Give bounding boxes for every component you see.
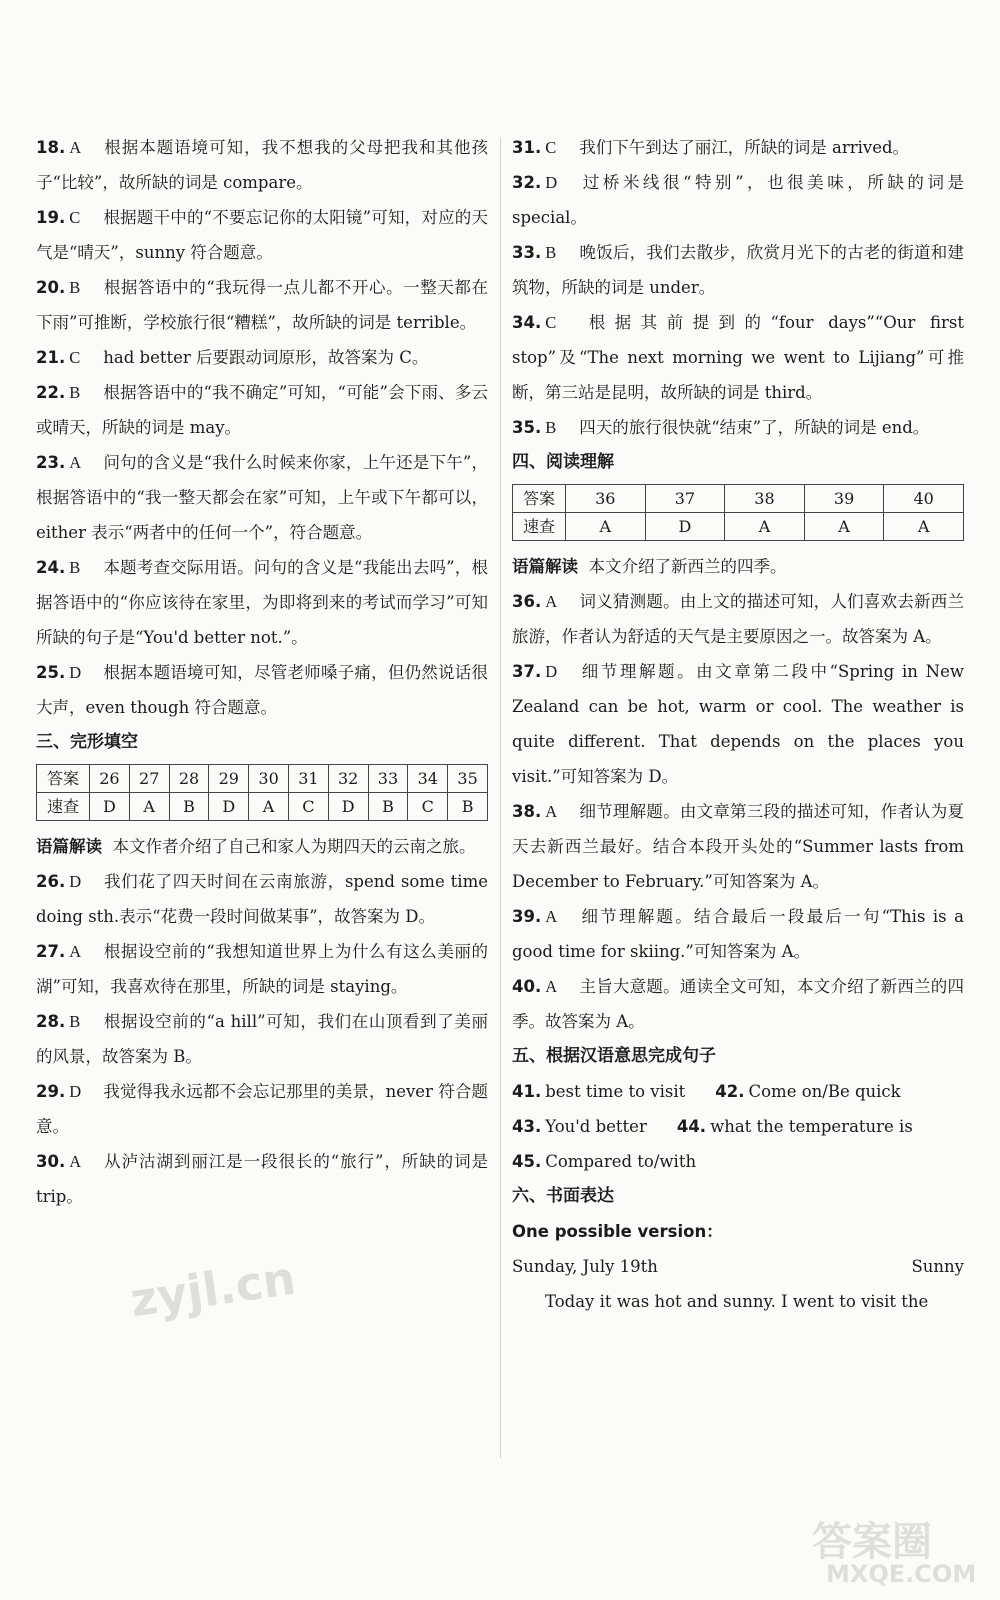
section-title-reading: 四、阅读理解 bbox=[512, 452, 614, 472]
section-title-cloze: 三、完形填空 bbox=[36, 732, 138, 752]
table-cell: B bbox=[448, 793, 488, 821]
table-cell: 40 bbox=[884, 485, 964, 513]
fill-row-1: 41. best time to visit 42. Come on/Be quick bbox=[512, 1082, 901, 1101]
table-cell: A bbox=[566, 513, 646, 541]
answer-item-30: 30. A 从泸沽湖到丽江是一段很长的“旅行”，所缺的词是 trip。 bbox=[36, 1152, 488, 1206]
table-cell: 33 bbox=[368, 765, 408, 793]
table-cell: A bbox=[725, 513, 805, 541]
answer-item-21: 21. C had better 后要跟动词原形，故答案为 C。 bbox=[36, 348, 429, 367]
answer-item-28: 28. B 根据设空前的“a hill”可知，我们在山顶看到了美丽的风景，故答案为 B。 bbox=[36, 1012, 488, 1066]
answer-item-22: 22. B 根据答语中的“我不确定”可知，“可能”会下雨、多云或晴天，所缺的词是 may。 bbox=[36, 383, 488, 437]
diary-date: Sunday, July 19th bbox=[512, 1257, 658, 1276]
table-cell: A bbox=[129, 793, 169, 821]
table-cell: 速查 bbox=[513, 513, 566, 541]
answer-item-26: 26. D 我们花了四天时间在云南旅游，spend some time doing sth.表示“花费一段时间做某事”，故答案为 D。 bbox=[36, 872, 488, 926]
table-cell: 26 bbox=[90, 765, 130, 793]
table-cell: 39 bbox=[804, 485, 884, 513]
answer-item-18: 18. A 根据本题语境可知，我不想我的父母把我和其他孩子“比较”，故所缺的词是 compare。 bbox=[36, 138, 488, 192]
table-row bbox=[37, 765, 488, 793]
watermark-url: MXQE.COM bbox=[826, 1560, 977, 1588]
watermark-logo: 答案圈 bbox=[812, 1519, 932, 1565]
watermark-text: zyjl.cn bbox=[127, 1250, 299, 1328]
answer-item-37: 37. D 细节理解题。由文章第二段中“Spring in New Zealand can be hot, warm or cool. The weather is quite different. That depends on the places you visit.”可知答案为 D。 bbox=[512, 662, 964, 786]
answer-item-35: 35. B 四天的旅行很快就“结束”了，所缺的词是 end。 bbox=[512, 418, 930, 437]
diary-header bbox=[512, 1249, 964, 1284]
table-row bbox=[513, 485, 964, 513]
table-cell: 37 bbox=[645, 485, 725, 513]
left-column bbox=[36, 130, 488, 1214]
table-cell: 30 bbox=[249, 765, 289, 793]
answer-item-39: 39. A 细节理解题。结合最后一段最后一句“This is a good time for skiing.”可知答案为 A。 bbox=[512, 907, 964, 961]
table-cell: 35 bbox=[448, 765, 488, 793]
answer-item-32: 32. D 过桥米线很“特别”，也很美味，所缺的词是 special。 bbox=[512, 173, 964, 227]
table-cell: 28 bbox=[169, 765, 209, 793]
passage-summary-reading: 语篇解读 本文介绍了新西兰的四季。 bbox=[512, 557, 787, 576]
answer-table-cloze bbox=[36, 764, 488, 821]
table-cell: A bbox=[249, 793, 289, 821]
section-title-writing: 六、书面表达 bbox=[512, 1186, 614, 1206]
table-cell: D bbox=[90, 793, 130, 821]
table-cell: 32 bbox=[328, 765, 368, 793]
answer-item-38: 38. A 细节理解题。由文章第三段的描述可知，作者认为夏天去新西兰最好。结合本段开头处的“Summer lasts from December to February.”可知答案为 A。 bbox=[512, 802, 964, 891]
table-cell: 38 bbox=[725, 485, 805, 513]
right-column bbox=[512, 130, 964, 1319]
answer-item-27: 27. A 根据设空前的“我想知道世界上为什么有这么美丽的湖”可知，我喜欢待在那里，所缺的词是 staying。 bbox=[36, 942, 488, 996]
table-cell: D bbox=[645, 513, 725, 541]
table-cell: 答案 bbox=[37, 765, 90, 793]
answer-item-33: 33. B 晚饭后，我们去散步，欣赏月光下的古老的街道和建筑物，所缺的词是 under。 bbox=[512, 243, 964, 297]
answer-item-24: 24. B 本题考查交际用语。问句的含义是“我能出去吗”，根据答语中的“你应该待在家里，为即将到来的考试而学习”可知所缺的句子是“You'd better not.”。 bbox=[36, 558, 488, 647]
version-label: One possible version： bbox=[512, 1222, 723, 1241]
table-cell: A bbox=[884, 513, 964, 541]
answer-table-reading bbox=[512, 484, 964, 541]
table-cell: D bbox=[209, 793, 249, 821]
answer-item-31: 31. C 我们下午到达了丽江，所缺的词是 arrived。 bbox=[512, 138, 910, 157]
table-cell: 速查 bbox=[37, 793, 90, 821]
table-row bbox=[513, 513, 964, 541]
section-title-sentences: 五、根据汉语意思完成句子 bbox=[512, 1046, 716, 1066]
fill-row-3: 45. Compared to/with bbox=[512, 1152, 697, 1171]
answer-item-19: 19. C 根据题干中的“不要忘记你的太阳镜”可知，对应的天气是“晴天”，sunny 符合题意。 bbox=[36, 208, 488, 262]
answer-item-25: 25. D 根据本题语境可知，尽管老师嗓子痛，但仍然说话很大声，even though 符合题意。 bbox=[36, 663, 488, 717]
fill-row-2: 43. You'd better 44. what the temperature is bbox=[512, 1117, 913, 1136]
answer-item-40: 40. A 主旨大意题。通读全文可知，本文介绍了新西兰的四季。故答案为 A。 bbox=[512, 977, 964, 1031]
table-cell: 答案 bbox=[513, 485, 566, 513]
answer-item-23: 23. A 问句的含义是“我什么时候来你家，上午还是下午”，根据答语中的“我一整天都会在家”可知，上午或下午都可以，either 表示“两者中的任何一个”，符合题意。 bbox=[36, 453, 488, 542]
answer-item-36: 36. A 词义猜测题。由上文的描述可知，人们喜欢去新西兰旅游，作者认为舒适的天气是主要原因之一。故答案为 A。 bbox=[512, 592, 964, 646]
diary-text: Today it was hot and sunny. I went to visit the bbox=[545, 1292, 929, 1311]
table-cell: A bbox=[804, 513, 884, 541]
column-divider bbox=[500, 138, 501, 1458]
table-cell: 36 bbox=[566, 485, 646, 513]
table-cell: C bbox=[408, 793, 448, 821]
table-cell: 34 bbox=[408, 765, 448, 793]
table-cell: 29 bbox=[209, 765, 249, 793]
table-cell: 27 bbox=[129, 765, 169, 793]
table-cell: 31 bbox=[288, 765, 328, 793]
passage-summary-cloze: 语篇解读 本文作者介绍了自己和家人为期四天的云南之旅。 bbox=[36, 837, 476, 856]
answer-item-20: 20. B 根据答语中的“我玩得一点儿都不开心。一整天都在下雨”可推断，学校旅行很“糟糕”，故所缺的词是 terrible。 bbox=[36, 278, 488, 332]
answer-item-34: 34. C 根据其前提到的“four days”“Our first stop”及“The next morning we went to Lijiang”可推断，第三站是昆明，故所缺的词是 third。 bbox=[512, 313, 964, 402]
table-cell: C bbox=[288, 793, 328, 821]
diary-weather: Sunny bbox=[911, 1257, 964, 1276]
answer-item-29: 29. D 我觉得我永远都不会忘记那里的美景，never 符合题意。 bbox=[36, 1082, 488, 1136]
table-cell: B bbox=[169, 793, 209, 821]
table-row bbox=[37, 793, 488, 821]
table-cell: B bbox=[368, 793, 408, 821]
table-cell: D bbox=[328, 793, 368, 821]
